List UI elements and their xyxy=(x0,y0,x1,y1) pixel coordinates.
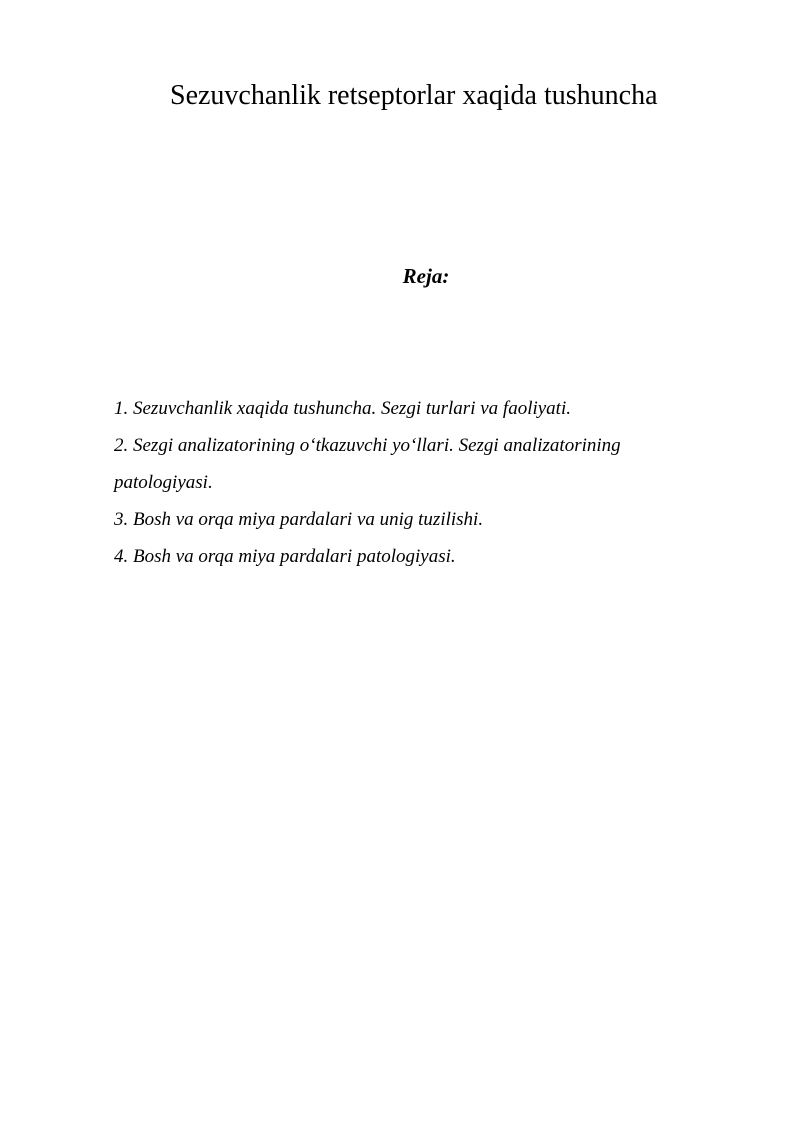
plan-item-4 xyxy=(114,538,704,575)
document-title: Sezuvchanlik retseptorlar xaqida tushuncha xyxy=(170,80,658,111)
plan-item-number: 4. xyxy=(114,546,129,567)
plan-item-2 xyxy=(114,427,704,501)
plan-item-text: Bosh va orqa miya pardalari va unig tuzilishi. xyxy=(133,509,484,530)
plan-item-3 xyxy=(114,501,704,538)
plan-heading: Reja: xyxy=(402,264,450,288)
plan-list xyxy=(114,390,704,575)
plan-item-number: 2. xyxy=(114,435,129,456)
plan-item-number: 3. xyxy=(114,509,129,530)
plan-item-text: Sezuvchanlik xaqida tushuncha. Sezgi turlari va faoliyati. xyxy=(133,398,571,419)
plan-item-number: 1. xyxy=(114,398,129,419)
plan-item-text: Sezgi analizatorining o‘tkazuvchi yo‘llari. Sezgi analizatorining patologiyasi. xyxy=(114,435,621,493)
plan-item-1 xyxy=(114,390,704,427)
plan-item-text: Bosh va orqa miya pardalari patologiyasi. xyxy=(133,546,456,567)
